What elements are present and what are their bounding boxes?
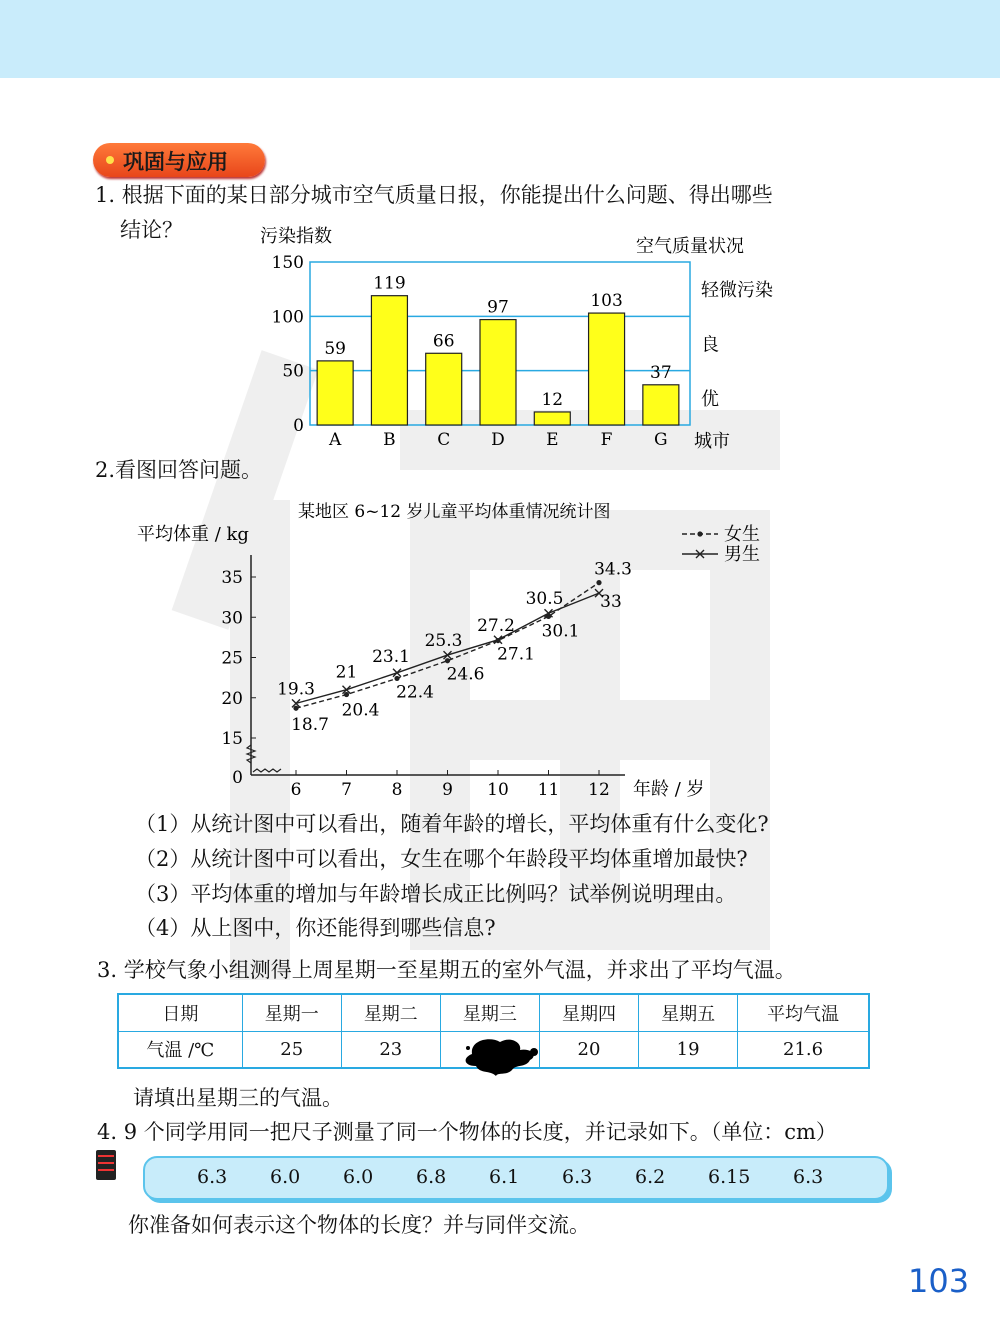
- girls-point: [344, 692, 349, 697]
- right-axis-title: 空气质量状况: [636, 236, 744, 257]
- table-cell: 25: [242, 1031, 341, 1068]
- q2-sub-4: （4）从上图中，你还能得到哪些信息?: [135, 916, 496, 940]
- girls-value-label: 22.4: [396, 682, 434, 703]
- top-header-band: [0, 0, 1000, 78]
- x-tick-label: 12: [588, 780, 610, 800]
- y-tick-label: 0: [232, 768, 243, 788]
- boys-value-label: 30.5: [525, 589, 564, 610]
- bar-value-label: 37: [650, 362, 672, 383]
- table-header-cell: 日期: [118, 994, 242, 1031]
- chart-title: 某地区 6~12 岁儿童平均体重情况统计图: [298, 502, 611, 522]
- badge-dot-icon: [106, 156, 114, 164]
- y-axis-title: 污染指数: [260, 226, 332, 247]
- boys-value-label: 27.2: [477, 615, 515, 636]
- legend-boys-label: 男生: [724, 544, 760, 565]
- table-cell: 20: [539, 1031, 638, 1068]
- axis-break: [253, 769, 281, 772]
- table-header-cell: 星期二: [341, 994, 440, 1031]
- y-tick-label: 30: [221, 608, 243, 629]
- legend-girls-label: 女生: [724, 524, 760, 545]
- q3-text: 3. 学校气象小组测得上周星期一至星期五的室外气温，并求出了平均气温。: [97, 958, 796, 982]
- section-title: 巩固与应用: [123, 150, 228, 174]
- y-tick-label: 100: [271, 307, 304, 328]
- x-tick-label: 9: [442, 780, 453, 800]
- table-row-label: 气温 /℃: [118, 1031, 242, 1068]
- y-tick-label: 0: [293, 416, 304, 436]
- measurement-bar: [143, 1156, 889, 1200]
- quality-band-label: 轻微污染: [701, 280, 773, 302]
- x-tick-label: A: [329, 430, 342, 450]
- measurement-value: 6.8: [416, 1166, 447, 1188]
- bar: [643, 385, 679, 425]
- x-tick-label: 8: [391, 780, 403, 800]
- bar-value-label: 66: [432, 331, 455, 352]
- section-badge: [93, 143, 265, 177]
- bar-value-label: 119: [373, 273, 406, 294]
- x-tick-label: G: [654, 430, 668, 450]
- x-axis-title: 城市: [694, 431, 730, 452]
- boys-point: [444, 651, 452, 659]
- x-tick-label: B: [383, 430, 396, 450]
- q2-sub-1: （1）从统计图中可以看出，随着年龄的增长，平均体重有什么变化?: [135, 812, 769, 836]
- ink-blot-icon: [460, 1032, 540, 1077]
- boys-point: [393, 669, 401, 677]
- boys-value-label: 25.3: [424, 631, 463, 652]
- bar-value-label: 103: [590, 291, 623, 312]
- measurement-value: 6.3: [197, 1166, 228, 1188]
- girls-point: [596, 580, 601, 585]
- y-tick-label: 150: [271, 253, 304, 273]
- y-tick-label: 50: [282, 361, 304, 382]
- q2-sub-3: （3）平均体重的增加与年龄增长成正比例吗？试举例说明理由。: [135, 882, 737, 906]
- table-cell: 21.6: [738, 1031, 869, 1068]
- girls-value-label: 27.1: [497, 644, 535, 665]
- measurement-value: 6.0: [343, 1166, 374, 1188]
- girls-value-label: 18.7: [291, 715, 329, 736]
- bar: [426, 353, 462, 425]
- girls-value-label: 24.6: [446, 664, 485, 685]
- girls-value-label: 20.4: [341, 700, 380, 721]
- q1-text-line2: 结论？: [120, 218, 183, 242]
- ruler-icon: [96, 1150, 116, 1180]
- air-quality-bar-chart: [250, 220, 810, 452]
- bar-value-label: 12: [541, 389, 564, 410]
- q1-text-line1: 1. 根据下面的某日部分城市空气质量日报，你能提出什么问题、得出哪些: [95, 183, 773, 207]
- q3-prompt: 请填出星期三的气温。: [133, 1086, 343, 1110]
- table-header-cell: 星期一: [242, 994, 341, 1031]
- girls-value-label: 30.1: [541, 621, 580, 642]
- bar: [480, 320, 516, 425]
- girls-point: [445, 658, 450, 663]
- bar-value-label: 59: [324, 338, 346, 359]
- x-tick-label: C: [437, 430, 451, 450]
- measurement-value: 6.2: [635, 1166, 666, 1188]
- girls-point: [394, 676, 399, 681]
- table-header-row: [118, 994, 869, 1031]
- table-header-cell: 星期四: [539, 994, 638, 1031]
- x-tick-label: D: [491, 430, 505, 450]
- y-tick-label: 20: [221, 688, 243, 709]
- x-tick-label: 6: [290, 780, 302, 800]
- bar: [371, 296, 407, 425]
- measurement-value: 6.15: [708, 1166, 751, 1188]
- y-tick-label: 25: [221, 648, 243, 669]
- x-tick-label: E: [546, 430, 559, 450]
- y-tick-label: 35: [221, 568, 243, 588]
- measurement-value: 6.3: [793, 1166, 824, 1188]
- x-tick-label: 11: [537, 780, 560, 800]
- x-tick-label: 10: [487, 780, 509, 800]
- table-header-cell: 星期五: [639, 994, 738, 1031]
- x-tick-label: F: [600, 430, 613, 450]
- q2-title: 2.看图回答问题。: [95, 458, 263, 482]
- boys-value-label: 21: [335, 662, 358, 683]
- boys-value-label: 33: [600, 592, 622, 613]
- girls-value-label: 34.3: [594, 559, 632, 580]
- page-number: 103: [908, 1262, 970, 1300]
- bar: [317, 361, 353, 425]
- bar-value-label: 97: [487, 297, 509, 318]
- x-axis-title: 年龄 / 岁: [633, 779, 705, 800]
- q2-sub-2: （2）从统计图中可以看出，女生在哪个年龄段平均体重增加最快?: [135, 847, 748, 871]
- measurement-value: 6.1: [489, 1166, 520, 1188]
- legend-girls-marker: [697, 531, 702, 536]
- y-axis-title: 平均体重 / kg: [137, 524, 249, 545]
- boys-value-label: 19.3: [277, 679, 315, 700]
- measurement-value: 6.0: [270, 1166, 301, 1188]
- table-header-cell: 平均气温: [738, 994, 869, 1031]
- y-tick-label: 15: [221, 729, 243, 749]
- boys-value-label: 23.1: [372, 646, 410, 667]
- table-cell: 23: [341, 1031, 440, 1068]
- quality-band-label: 优: [701, 388, 719, 410]
- table-cell: 19: [639, 1031, 738, 1068]
- measurement-value: 6.3: [562, 1166, 593, 1188]
- bar: [534, 412, 570, 425]
- table-header-cell: 星期三: [440, 994, 539, 1031]
- girls-point: [293, 706, 298, 711]
- bar: [589, 313, 625, 425]
- quality-band-label: 良: [701, 334, 719, 356]
- weight-line-chart: [120, 495, 780, 805]
- q4-prompt: 你准备如何表示这个物体的长度？并与同伴交流。: [128, 1213, 590, 1237]
- x-tick-label: 7: [341, 780, 352, 800]
- q4-text: 4. 9 个同学用同一把尺子测量了同一个物体的长度，并记录如下。（单位：cm）: [97, 1120, 837, 1144]
